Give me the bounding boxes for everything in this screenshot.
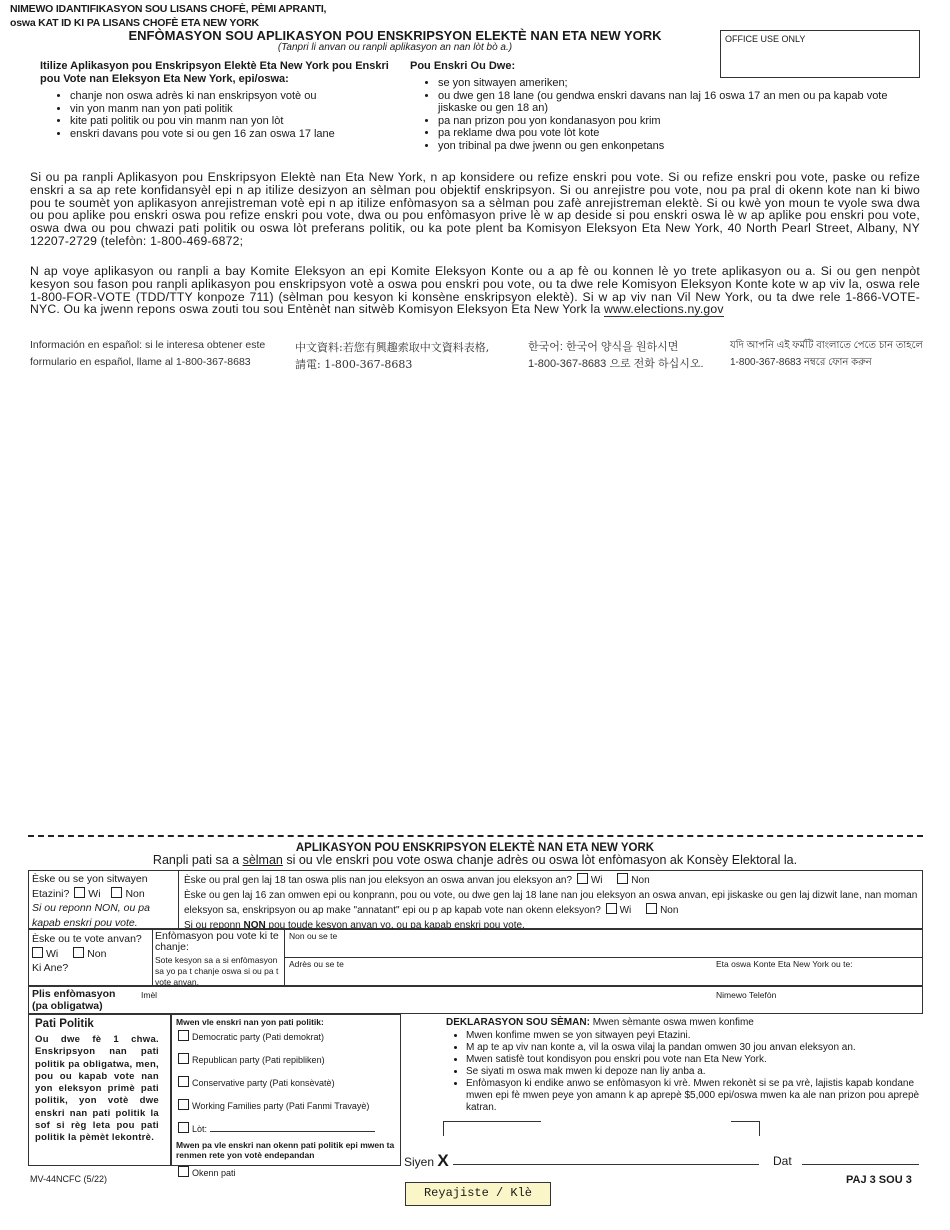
refusal-paragraph: Si ou pa ranpli Aplikasyon pou Enskripsyon Elektè nan Eta New York, n ap konsidere ou refize enskri pou vote. Si ou refize enskri pou vote, paske ou refize enskri a sa ap rete konfidansyèl epi n ap itilize desizyon an sèlman pou objektif enskripsyon. Si ou anrejistre pou vote, nou pa pral di okenn kote nan ki biwo pou te soumèt yon aplikasyon anrejistreman votè epi n ap itilize enfòmasyon sa a sèlman pou zafè anrejistreman elektè. Si ou kwè yon moun te vyole swa dwa ou pou aplike pou enskri oswa pou refize enskri pou vote, dwa ou pou enfòmasyon prive lè w ap deside si pou enskri oswa lè w ap aplike pou enskri pou vote, oswa dwa ou pou chwazi pati politik ou oswa lòt preferans politik, ou ka pote plent ba Komisyon Eleksyon Eta New York, 40 North Pearl Street, Albany, NY 12207-2729 (telefòn: 1-800-469-6872;: [30, 170, 920, 248]
yes-label: Wi: [590, 875, 603, 886]
spanish-line-2: formulario en español, llame al 1-800-367-8683: [30, 356, 251, 368]
other-party-label: Lòt:: [192, 1124, 208, 1134]
spanish-info: [30, 337, 290, 371]
form-subtitle-emph: sèlman: [242, 853, 283, 867]
signature-box-corner: [731, 1121, 760, 1136]
age-question-16: Èske ou gen laj 16 zan omwen epi ou konprann, pou ou vote, ou dwe gen laj 18 lane nan jou eleksyon an oswa anvan, epi jiskaske ou gen laj dizwit lane, nan moman eleksyon sa, enskripsyon ou ap make "annatant" epi ou p ap kapab vote nan okenn eleksyon?: [184, 889, 918, 916]
citizen-no-checkbox[interactable]: [111, 887, 122, 898]
divider: [284, 957, 923, 958]
chinese-line-1: 中文資料:若您有興趣索取中文資料表格,: [295, 341, 490, 354]
declaration: [446, 1017, 922, 1028]
citizen-yes-checkbox[interactable]: [74, 887, 85, 898]
changed-line1: Enfòmasyon pou vote ki: [155, 930, 268, 942]
voted-yes-checkbox[interactable]: [32, 947, 43, 958]
usage-section: [40, 60, 390, 140]
phone-label: Nimewo Telefòn: [716, 990, 777, 1000]
form-title: APLIKASYON POU ENSKRIPSYON ELEKTÈ NAN ETA NEW YORK: [295, 842, 655, 854]
list-item: • Mwen satisfè tout kondisyon pou enskri pou vote nan Eta New York.: [466, 1054, 942, 1066]
age-note-emph: NON: [243, 919, 266, 931]
declaration-list: [446, 1030, 942, 1114]
list-item: • kite pati politik ou pou vin manm nan yon lòt: [70, 115, 390, 128]
bengali-info: [730, 337, 930, 371]
list-item: • chanje non oswa adrès ki nan enskripsyon votè ou: [70, 90, 390, 103]
republican-checkbox[interactable]: [178, 1053, 189, 1064]
no-label: Non: [87, 947, 107, 960]
bengali-line-1: যদি আপনি এই ফর্মটি বাংলাতে পেতে চান তাহলে: [730, 340, 923, 351]
form-subtitle: [0, 853, 950, 867]
eligibility-list: [410, 77, 925, 152]
more-info-label: [32, 988, 115, 1012]
usage-list: [40, 90, 390, 140]
list-item: • pa nan prizon pou yon kondanasyon pou krim: [438, 115, 925, 128]
age-note-pre: Si ou reponn: [184, 919, 241, 931]
prev-county-field[interactable]: [716, 970, 920, 984]
yes-label: Wi: [46, 947, 59, 960]
changed-note: Sote kesyon sa a si enfòmasyon sa yo pa t chanje oswa si ou pa t vote anvan.: [155, 955, 279, 987]
korean-line-2: 1-800-367-8683 으로 전화 하십시오.: [528, 358, 704, 370]
no-party-label: Okenn pati: [192, 1168, 236, 1178]
eligibility-section: [410, 60, 925, 152]
prev-address-label: Adrès ou se te: [289, 959, 344, 969]
contact-paragraph: [30, 265, 920, 316]
yes-label: Wi: [88, 887, 101, 900]
no-label: Non: [631, 875, 650, 886]
cut-line: [28, 835, 923, 837]
party-heading: Pati Politik: [35, 1018, 94, 1030]
chinese-info: [295, 339, 525, 373]
contact-text: N ap voye aplikasyon ou ranpli a bay Komite Eleksyon an epi Komite Eleksyon Konte ou a ap fè ou konnen lè yo trete aplikasyon ou a. Si ou gen nenpòt kesyon sou fason pou ranpli aplikasyon pou enskripsyon votè a oswa pou enskri pou vote, ou ta dwe rele Komisyon Eleksyon Konte kote w ap viv la, oswa rele 1-800-FOR-VOTE (TDD/TTY konpoze 711) (sèlman pou kesyon ki konsène enskripsyon elektè). Si w ap viv nan Vil New York, ou ta dwe rele 1-866-VOTE-NYC. Ou ka jwenn repons oswa zouti tou sou Entènèt nan sitwèb Komisyon Eleksyon Eta New York la: [30, 264, 920, 317]
prev-name-field[interactable]: [289, 942, 919, 956]
which-year-label: Ki Ane?: [32, 962, 69, 974]
democratic-checkbox[interactable]: [178, 1030, 189, 1041]
list-item: • M ap te ap viv nan konte a, vil la oswa vilaj la pandan omwen 30 jou anvan eleksyon an.: [466, 1042, 942, 1054]
id-line-1: NIMEWO IDANTIFIKASYON SOU LISANS CHOFÈ, PÈMI APRANTI,: [10, 3, 327, 15]
more-info-line1: Plis enfòmasyon: [32, 988, 116, 1000]
no-label: Non: [660, 905, 679, 916]
citizen-note-line1: Si ou reponn NON, ou pa: [32, 902, 150, 914]
prev-address-field[interactable]: [289, 970, 709, 984]
working-families-checkbox[interactable]: [178, 1099, 189, 1110]
id-line-2: oswa KAT ID KI PA LISANS CHOFÈ ETA NEW YORK: [10, 17, 259, 29]
eligibility-heading: Pou Enskri Ou Dwe:: [410, 60, 516, 72]
working-families-label: Working Families party (Pati Fanmi Travayè): [192, 1101, 370, 1111]
page-title: ENFÒMASYON SOU APLIKASYON POU ENSKRIPSYON ELEKTÈ NAN ETA NEW YORK: [128, 28, 662, 43]
reset-button[interactable]: Reyajiste / Klè: [405, 1182, 551, 1206]
republican-label: Republican party (Pati repibliken): [192, 1055, 325, 1065]
other-party-field[interactable]: [210, 1122, 375, 1132]
email-field[interactable]: [170, 988, 700, 1012]
age-question-18: Èske ou pral gen laj 18 tan oswa plis nan jou eleksyon an oswa anvan jou eleksyon an?: [184, 875, 573, 886]
party-note: Ou dwe fè 1 chwa. Enskripsyon nan pati politik pa obligatwa, men, pou ou kapab vote nan yon eleksyon primè pati politik, yon votè dwe enskri nan pati politik la sof si règ leta pou pati politik la pèmèt lekontrè.: [35, 1034, 159, 1144]
age16-no-checkbox[interactable]: [646, 903, 657, 914]
form-subtitle-pre: Ranpli pati sa a: [152, 853, 240, 867]
sign-label: [404, 1151, 449, 1171]
chinese-line-2: 請電: 1-800-367-8683: [295, 358, 413, 371]
date-field[interactable]: [802, 1164, 919, 1165]
citizen-question: [32, 872, 177, 930]
signature-box-corner: [443, 1121, 541, 1136]
id-header: [10, 2, 326, 30]
conservative-checkbox[interactable]: [178, 1076, 189, 1087]
korean-info: [528, 339, 728, 373]
age16-yes-checkbox[interactable]: [606, 903, 617, 914]
other-party-checkbox[interactable]: [178, 1122, 189, 1133]
no-label: Non: [125, 887, 145, 900]
form-subtitle-post: si ou vle enskri pou vote oswa chanje adrès ou oswa lòt enfòmasyon ak Konsèy Elektoral la.: [286, 853, 798, 867]
citizen-note-line2: kapab enskri pou vote.: [32, 916, 138, 929]
party-options: [178, 1026, 398, 1141]
declaration-intro: Mwen sèmante oswa mwen konfime: [592, 1017, 754, 1028]
no-party-checkbox[interactable]: [178, 1166, 189, 1177]
yes-label: Wi: [619, 905, 632, 916]
list-item: • yon tribinal pa dwe jwenn ou gen enkonpetans: [438, 140, 925, 153]
office-use-label: OFFICE USE ONLY: [725, 34, 806, 44]
age-questions: [184, 873, 919, 933]
age18-yes-checkbox[interactable]: [577, 873, 588, 884]
age18-no-checkbox[interactable]: [617, 873, 628, 884]
age-note-post: pou toude kesyon anvan yo, ou pa kapab enskri pou vote.: [268, 919, 525, 931]
voted-no-checkbox[interactable]: [73, 947, 84, 958]
more-info-line2: (pa obligatwa): [32, 1000, 103, 1012]
sign-text: Siyen: [404, 1155, 435, 1169]
changed-info: [155, 931, 281, 988]
divider: [178, 870, 179, 929]
page-subtitle: (Tanpri li anvan ou ranpli aplikasyon an nan lòt bò a.): [277, 42, 513, 53]
divider: [152, 929, 153, 986]
email-label: Imèl: [141, 990, 158, 1000]
list-item: • Se siyati m oswa mak mwen ki depoze nan liy anba a.: [466, 1066, 942, 1078]
list-item: • pa reklame dwa pou vote lòt kote: [438, 127, 925, 140]
prev-county-label: Eta oswa Konte Eta New York ou te:: [716, 959, 853, 969]
list-item: • ou dwe gen 18 lane (ou gendwa enskri davans nan laj 16 oswa 17 an men ou pa kapab vote jiskaske ou gen 18 an): [438, 90, 925, 115]
phone-field[interactable]: [716, 1000, 920, 1012]
party-question: Mwen vle enskri nan yon pati politik:: [176, 1017, 324, 1027]
form-number: MV-44NCFC (5/22): [30, 1174, 108, 1184]
usage-heading: Itilize Aplikasyon pou Enskripsyon Elektè Eta New York pou Enskri pou Vote nan Eleksyon Eta New York, epi/oswa:: [40, 60, 389, 85]
bengali-line-2: 1-800-367-8683 নম্বরে ফোন করুন: [730, 357, 872, 368]
voted-question: Èske ou te vote anvan?: [32, 933, 142, 945]
list-item: • vin yon manm nan yon pati politik: [70, 103, 390, 116]
list-item: • Mwen konfime mwen se yon sitwayen peyi Etazini.: [466, 1030, 942, 1042]
date-label: Dat: [773, 1154, 792, 1168]
list-item: • se yon sitwayen ameriken;: [438, 77, 925, 90]
declaration-heading: DEKLARASYON SOU SÈMAN:: [446, 1017, 590, 1028]
prev-name-label: Non ou se te: [289, 931, 338, 941]
no-party-question: Mwen pa vle enskri nan okenn pati politik epi mwen ta renmen rete yon votè endepandan: [176, 1140, 395, 1160]
spanish-line-1: Información en español: si le interesa obtener este: [30, 339, 266, 351]
list-item: • Enfòmasyon ki endike anwo se enfòmasyon ki vrè. Mwen rekonèt si se pa vrè, lajistis kapab kondane mwen epi fè mwen peye yon amann k ap aprepè $5,000 epi/oswa mwen ka ale nan prizon pou aprepè katran.: [466, 1078, 942, 1114]
voted-before: [32, 932, 150, 976]
signature-field[interactable]: [453, 1164, 759, 1165]
korean-line-1: 한국어: 한국어 양식을 원하시면: [528, 341, 679, 353]
list-item: • enskri davans pou vote si ou gen 16 zan oswa 17 lane: [70, 128, 390, 141]
website-link[interactable]: www.elections.ny.gov: [604, 302, 724, 317]
citizen-q-line1: Èske ou se yon sitwayen: [32, 873, 148, 885]
democratic-label: Democratic party (Pati demokrat): [192, 1032, 325, 1042]
sign-x-mark: X: [437, 1151, 449, 1170]
citizen-q-line2: Etazini?: [32, 887, 70, 900]
no-party-option: [178, 1166, 236, 1178]
page-number: PAJ 3 SOU 3: [846, 1174, 912, 1186]
conservative-label: Conservative party (Pati konsèvatè): [192, 1078, 335, 1088]
changed-line2: te chanje:: [155, 930, 279, 953]
